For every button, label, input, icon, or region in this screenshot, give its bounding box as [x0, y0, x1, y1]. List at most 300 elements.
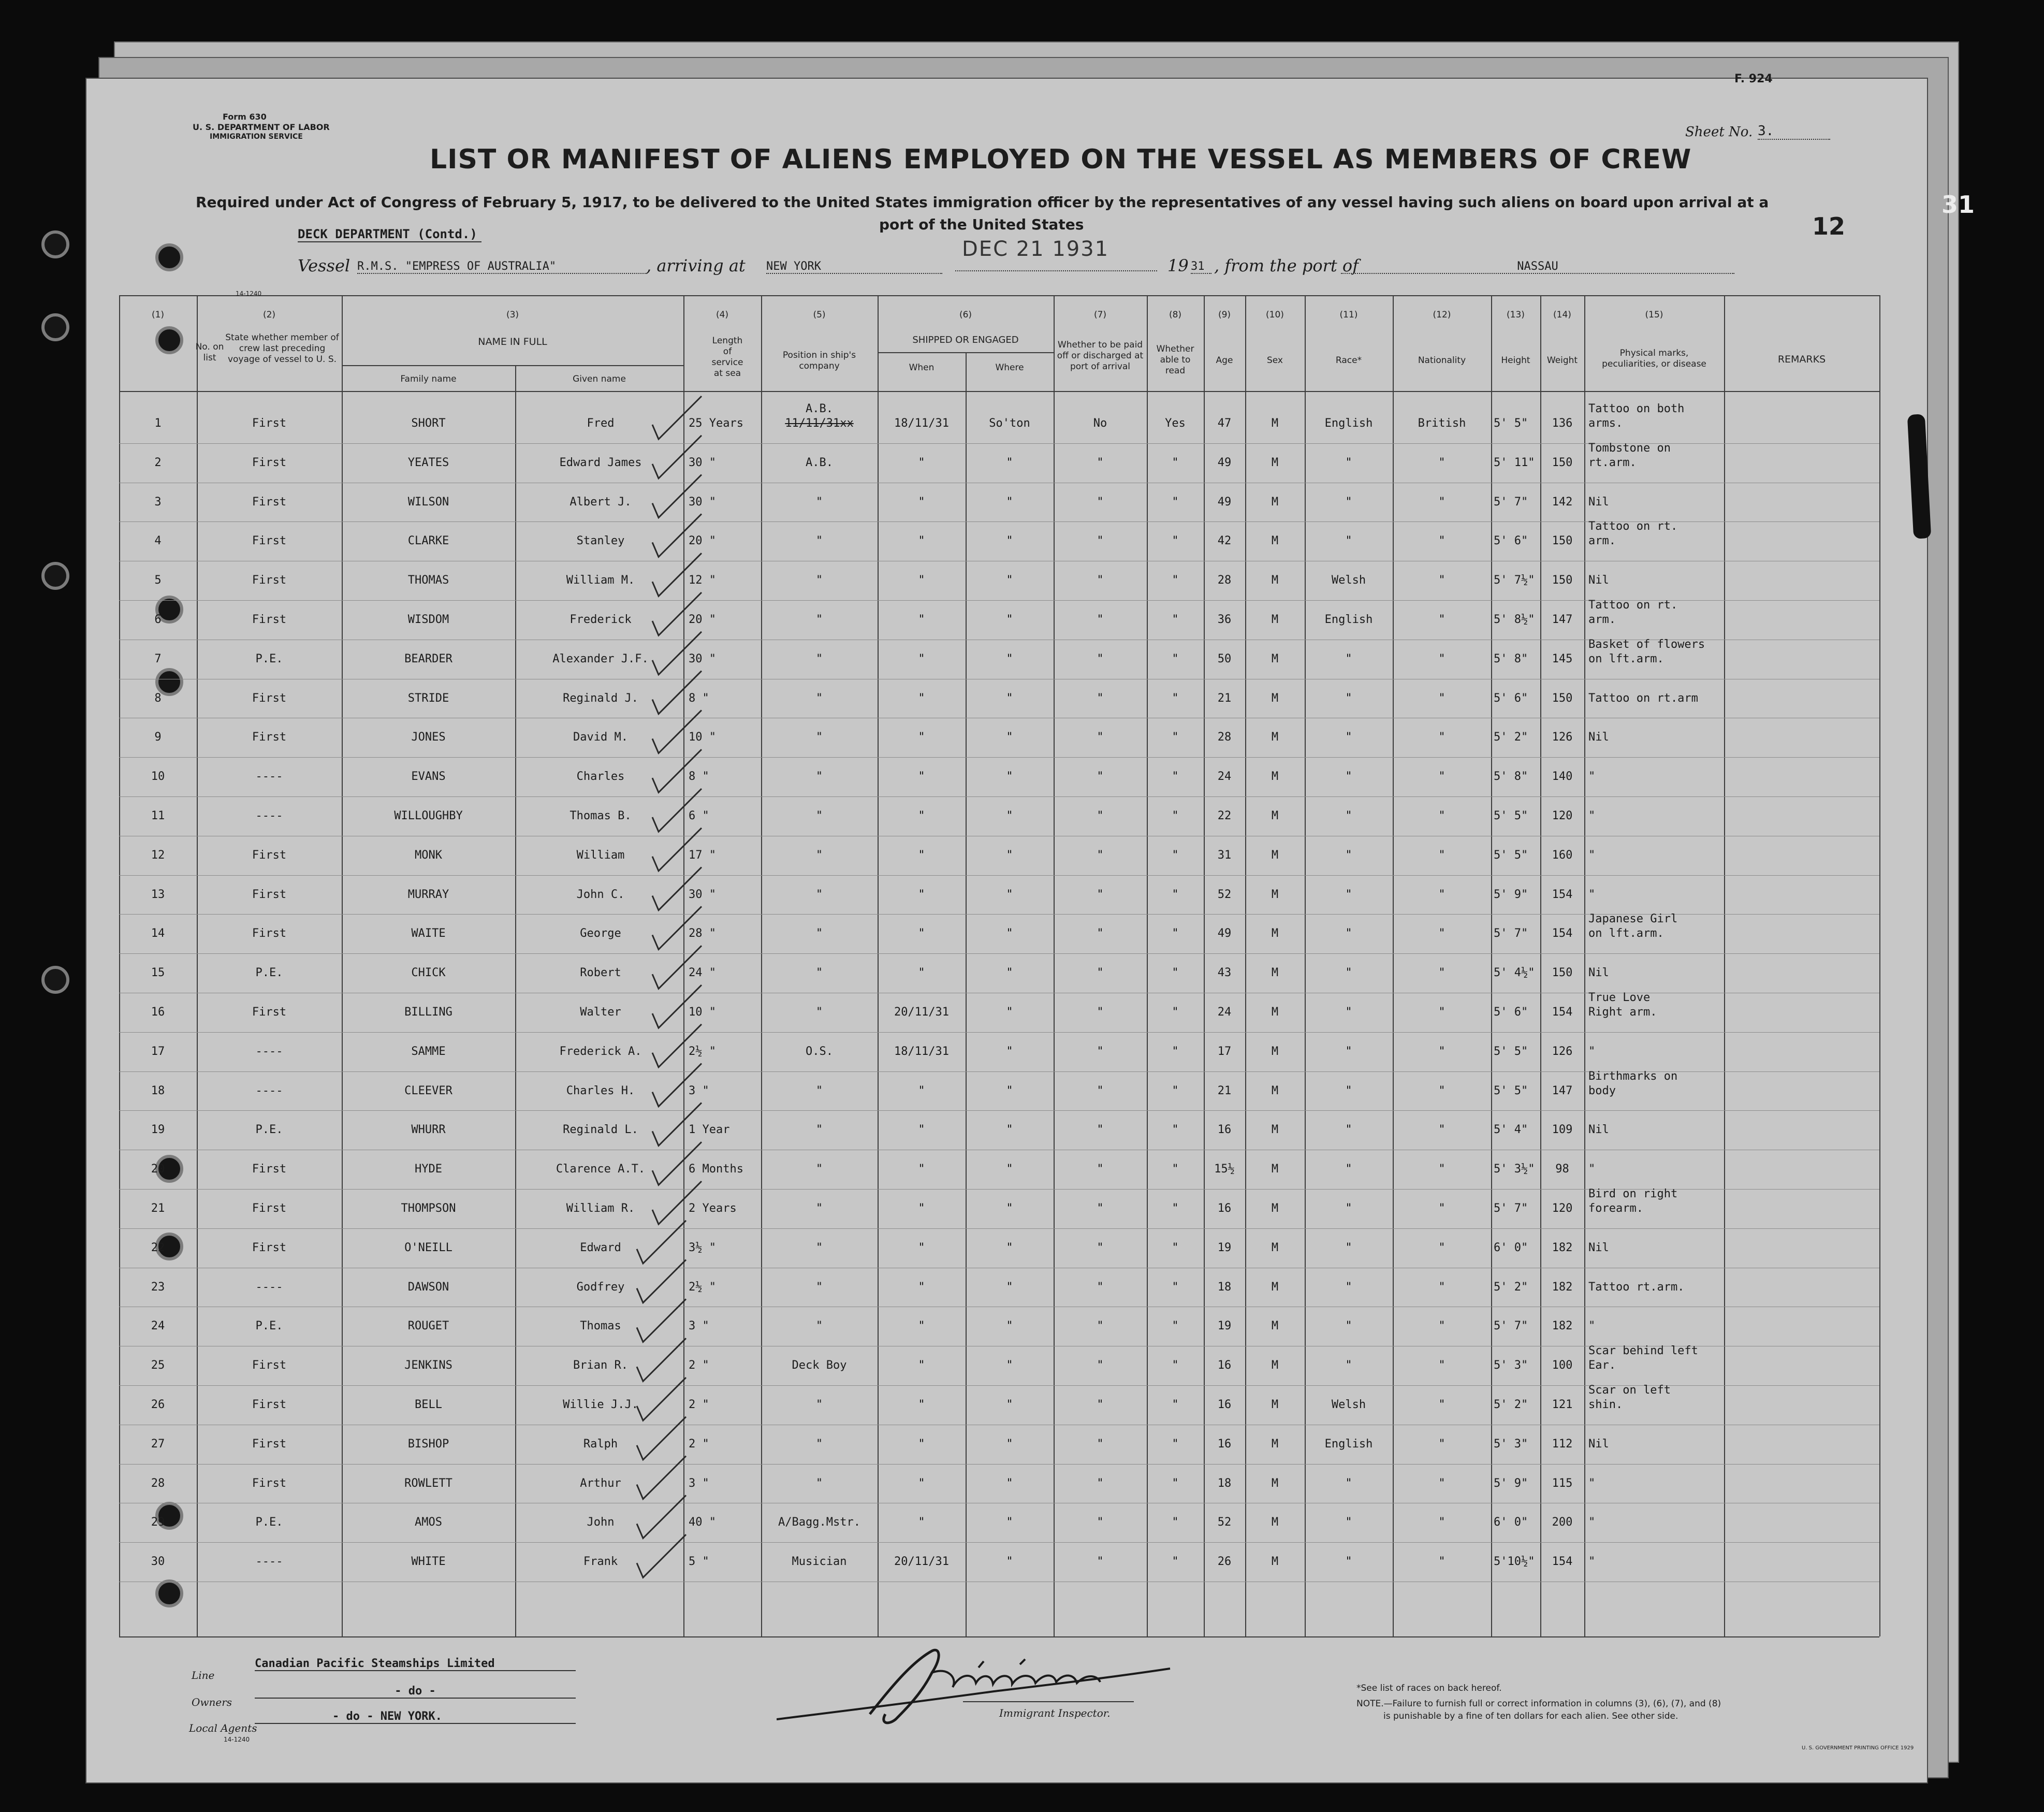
cell-nat: " [1438, 927, 1446, 940]
cell-position: A/Bagg.Mstr. [778, 1516, 860, 1529]
footer-print-code: 14-1240 [224, 1736, 250, 1743]
cell-service: 17 " [689, 848, 716, 862]
cell-age: 21 [1217, 1084, 1232, 1097]
cell-height: 5' 2" [1494, 1398, 1528, 1411]
agents-value [255, 1710, 576, 1724]
cell-height: 5' 4½" [1494, 966, 1535, 980]
cell-marks: Scar behind left [1588, 1344, 1698, 1358]
cell-marks: Tattoo on rt. [1588, 520, 1678, 533]
cell-race: " [1345, 1084, 1352, 1097]
cell-age: 19 [1217, 1241, 1232, 1254]
races-note: *See list of races on back hereof. [1356, 1683, 1502, 1693]
cell-marks: " [1588, 809, 1596, 822]
cell-when: " [918, 1280, 925, 1294]
cell-marks-2: arm. [1588, 534, 1616, 548]
cell-nat: " [1438, 495, 1446, 509]
cell-age: 16 [1217, 1398, 1232, 1411]
cell-weight: 147 [1552, 1084, 1573, 1097]
cell-where: " [1006, 927, 1013, 940]
cell-no: 20 [151, 1163, 165, 1176]
cell-weight: 154 [1552, 888, 1573, 901]
cell-state: P.E. [255, 1123, 283, 1137]
cell-height: 5' 8½" [1494, 613, 1535, 626]
cell-race: " [1345, 770, 1352, 784]
check-mark [652, 1142, 702, 1185]
cell-service: 20 " [689, 534, 716, 548]
cell-read: " [1172, 1084, 1179, 1097]
cell-no: 15 [151, 966, 165, 980]
cell-age: 50 [1217, 652, 1232, 665]
cell-height: 5' 2" [1494, 731, 1528, 744]
cell-family: YEATES [407, 456, 449, 469]
cell-sex: M [1271, 691, 1279, 705]
cell-sex: M [1271, 1398, 1279, 1411]
cell-nat: " [1438, 1123, 1446, 1137]
cell-position: " [815, 1084, 823, 1097]
col3-family-header: Family name [400, 374, 457, 384]
col12-header: Nationality [1418, 355, 1466, 366]
cell-sex: M [1271, 1555, 1279, 1569]
cell-no: 30 [151, 1555, 165, 1569]
cell-nat: " [1438, 1241, 1446, 1254]
cell-weight: 150 [1552, 966, 1573, 980]
cell-no: 28 [151, 1476, 165, 1490]
cell-paid: " [1097, 1320, 1104, 1333]
cell-marks: " [1588, 770, 1596, 784]
col9-header: Age [1216, 355, 1233, 366]
fine-note-1: NOTE.—Failure to furnish full or correct information in columns (3), (6), (7), and (8) [1356, 1699, 1721, 1709]
cell-age: 49 [1217, 927, 1232, 940]
cell-height: 5' 9" [1494, 888, 1528, 901]
cell-position: " [815, 652, 823, 665]
cell-when: " [918, 1320, 925, 1333]
cell-age: 16 [1217, 1359, 1232, 1372]
vessel-name: R.M.S. "EMPRESS OF AUSTRALIA" [357, 260, 647, 274]
cell-race: " [1345, 1476, 1352, 1490]
cell-read: " [1172, 1202, 1179, 1215]
cell-given: Edward [580, 1241, 621, 1254]
cell-paid: " [1097, 574, 1104, 587]
cell-height: 5' 5" [1494, 1084, 1528, 1097]
check-mark [637, 1221, 686, 1264]
cell-no: 7 [154, 652, 162, 665]
cell-weight: 98 [1555, 1163, 1569, 1176]
cell-family: SAMME [411, 1045, 446, 1058]
col6-header: SHIPPED OR ENGAGED [912, 335, 1019, 345]
cell-position: " [815, 691, 823, 705]
form-number: Form 630 [223, 112, 267, 122]
cell-nat: " [1438, 1006, 1446, 1019]
check-mark [637, 1299, 686, 1342]
cell-read: " [1172, 966, 1179, 980]
cell-height: 5' 6" [1494, 691, 1528, 705]
margin-number: 31 [1941, 191, 1975, 219]
cell-given: Arthur [580, 1476, 621, 1490]
col2-header: State whether member of crew last preceding voyage of vessel to U. S. [225, 332, 339, 365]
cell-paid: " [1097, 888, 1104, 901]
cell-read: " [1172, 1006, 1179, 1019]
cell-no: 5 [154, 574, 162, 587]
cell-weight: 154 [1552, 1555, 1573, 1569]
cell-weight: 182 [1552, 1241, 1573, 1254]
check-mark [637, 1495, 686, 1538]
cell-weight: 120 [1552, 1202, 1573, 1215]
cell-read: " [1172, 1320, 1179, 1333]
cell-read: " [1172, 1516, 1179, 1529]
cell-service: 28 " [689, 927, 716, 940]
cell-no: 19 [151, 1123, 165, 1137]
cell-paid: " [1097, 691, 1104, 705]
cell-no: 6 [154, 613, 162, 626]
cell-paid: " [1097, 770, 1104, 784]
check-mark [652, 828, 702, 871]
check-mark [652, 985, 702, 1028]
cell-family: MURRAY [407, 888, 449, 901]
cell-where: " [1006, 888, 1013, 901]
cell-no: 11 [151, 809, 165, 822]
check-mark [637, 1378, 686, 1420]
cell-marks: " [1588, 1320, 1596, 1333]
cell-when: " [918, 534, 925, 548]
cell-read: " [1172, 534, 1179, 548]
cell-nat: " [1438, 1045, 1446, 1058]
cell-height: 5' 7" [1494, 927, 1528, 940]
cell-no: 17 [151, 1045, 165, 1058]
cell-race: " [1345, 966, 1352, 980]
cell-paid: " [1097, 495, 1104, 509]
cell-age: 49 [1217, 456, 1232, 469]
cell-race: " [1345, 1241, 1352, 1254]
cell-family: THOMPSON [401, 1202, 456, 1215]
cell-family: DAWSON [407, 1280, 449, 1294]
cell-given: Clarence A.T. [556, 1163, 646, 1176]
check-mark [637, 1338, 686, 1381]
cell-race: " [1345, 1123, 1352, 1137]
cell-given: Frederick [570, 613, 632, 626]
cell-sex: M [1271, 731, 1279, 744]
cell-age: 49 [1217, 495, 1232, 509]
col5-header: Position in ship's company [782, 350, 856, 371]
cell-position: " [815, 1202, 823, 1215]
check-mark [652, 867, 702, 910]
cell-state: First [252, 731, 287, 744]
cell-position: " [815, 927, 823, 940]
cell-paid: " [1097, 1437, 1104, 1451]
cell-sex: M [1271, 1123, 1279, 1137]
cell-position: " [815, 534, 823, 548]
cell-weight: 200 [1552, 1516, 1573, 1529]
cell-nat: " [1438, 1437, 1446, 1451]
check-mark [652, 1064, 702, 1107]
cell-read: Yes [1165, 417, 1186, 430]
cell-paid: " [1097, 1280, 1104, 1294]
cell-no: 16 [151, 1006, 165, 1019]
cell-nat: " [1438, 1359, 1446, 1372]
cell-weight: 160 [1552, 848, 1573, 862]
cell-read: " [1172, 1437, 1179, 1451]
cell-height: 5' 7" [1494, 1320, 1528, 1333]
cell-marks-2: forearm. [1588, 1202, 1643, 1215]
year-prefix: 19 [1167, 256, 1189, 276]
cell-when: " [918, 1437, 925, 1451]
cell-read: " [1172, 731, 1179, 744]
check-mark [637, 1417, 686, 1460]
cell-age: 31 [1217, 848, 1232, 862]
cell-nat: " [1438, 456, 1446, 469]
cell-service: 10 " [689, 731, 716, 744]
cell-where: " [1006, 574, 1013, 587]
cell-position: " [815, 1476, 823, 1490]
cell-age: 24 [1217, 770, 1232, 784]
cell-position: " [815, 495, 823, 509]
cell-marks-2: shin. [1588, 1398, 1623, 1411]
cell-weight: 109 [1552, 1123, 1573, 1137]
cell-given: Willie J.J. [563, 1398, 638, 1411]
cell-paid: " [1097, 613, 1104, 626]
cell-position: " [815, 966, 823, 980]
cell-height: 5' 5" [1494, 809, 1528, 822]
cell-sex: M [1271, 613, 1279, 626]
col14-header: Weight [1546, 355, 1578, 366]
agents-label: Local Agents [189, 1722, 257, 1734]
cell-paid: " [1097, 1202, 1104, 1215]
cell-marks: " [1588, 1045, 1596, 1058]
cell-state: First [252, 534, 287, 548]
cell-age: 16 [1217, 1202, 1232, 1215]
cell-height: 5' 11" [1494, 456, 1535, 469]
cell-when: " [918, 456, 925, 469]
col6-when-header: When [909, 363, 935, 373]
cell-marks-2: on lft.arm. [1588, 652, 1664, 665]
col15-number: (15) [1645, 310, 1663, 320]
cell-sex: M [1271, 1437, 1279, 1451]
cell-read: " [1172, 770, 1179, 784]
cell-position: " [815, 1241, 823, 1254]
col10-number: (10) [1266, 310, 1284, 320]
from-port-value: NASSAU [1517, 260, 1558, 273]
cell-when: " [918, 613, 925, 626]
cell-position: " [815, 809, 823, 822]
cell-age: 17 [1217, 1045, 1232, 1058]
cell-paid: " [1097, 927, 1104, 940]
cell-age: 22 [1217, 809, 1232, 822]
cell-marks: " [1588, 1476, 1596, 1490]
cell-when: 20/11/31 [894, 1006, 949, 1019]
cell-where: " [1006, 1398, 1013, 1411]
cell-service: 30 " [689, 888, 716, 901]
cell-where: " [1006, 1202, 1013, 1215]
cell-marks: Nil [1588, 1241, 1609, 1254]
cell-family: BELL [415, 1398, 442, 1411]
cell-family: WAITE [411, 927, 446, 940]
cell-service: 1 Year [689, 1123, 730, 1137]
cell-sex: M [1271, 574, 1279, 587]
col6-number: (6) [959, 310, 972, 320]
cell-service: 2 Years [689, 1202, 737, 1215]
cell-state: P.E. [255, 652, 283, 665]
cell-nat: British [1418, 417, 1466, 430]
cell-race: English [1324, 1437, 1373, 1451]
check-mark [637, 1534, 686, 1577]
cell-where: " [1006, 966, 1013, 980]
cell-when: " [918, 1202, 925, 1215]
cell-where: So'ton [989, 417, 1030, 430]
cell-paid: " [1097, 456, 1104, 469]
cell-race: " [1345, 848, 1352, 862]
col12-number: (12) [1433, 310, 1451, 320]
cell-marks: Birthmarks on [1588, 1069, 1678, 1083]
line-value: Canadian Pacific Steamships Limited [255, 1657, 576, 1671]
cell-paid: " [1097, 1006, 1104, 1019]
cell-nat: " [1438, 1398, 1446, 1411]
cell-nat: " [1438, 1163, 1446, 1176]
cell-height: 5' 7½" [1494, 574, 1535, 587]
cell-where: " [1006, 731, 1013, 744]
cell-position: " [815, 1320, 823, 1333]
cell-height: 5' 8" [1494, 770, 1528, 784]
cell-height: 5' 5" [1494, 1045, 1528, 1058]
cell-nat: " [1438, 1084, 1446, 1097]
col4-number: (4) [716, 310, 729, 320]
cell-state: First [252, 417, 287, 430]
check-mark [652, 946, 702, 989]
check-mark [637, 1456, 686, 1499]
cell-age: 15½ [1214, 1163, 1235, 1176]
cell-sex: M [1271, 1516, 1279, 1529]
check-mark [652, 1103, 702, 1146]
col5-number: (5) [813, 310, 826, 320]
cell-paid: " [1097, 1398, 1104, 1411]
cell-sex: M [1271, 966, 1279, 980]
cell-marks-2: rt.arm. [1588, 456, 1637, 469]
cell-paid: " [1097, 1555, 1104, 1569]
cell-position: " [815, 888, 823, 901]
col11-number: (11) [1339, 310, 1358, 320]
cell-no: 13 [151, 888, 165, 901]
cell-family: CLARKE [407, 534, 449, 548]
cell-given: Frederick A. [559, 1045, 642, 1058]
cell-read: " [1172, 1398, 1179, 1411]
cell-sex: M [1271, 1241, 1279, 1254]
cell-read: " [1172, 1280, 1179, 1294]
cell-where: " [1006, 848, 1013, 862]
cell-family: ROUGET [407, 1320, 449, 1333]
cell-service: 2 " [689, 1437, 709, 1451]
cell-age: 52 [1217, 888, 1232, 901]
cell-service: 2½ " [689, 1280, 716, 1294]
cell-race: " [1345, 1555, 1352, 1569]
col10-header: Sex [1266, 355, 1283, 366]
cell-where: " [1006, 1006, 1013, 1019]
date-stamp: DEC 21 1931 [962, 237, 1109, 261]
subtitle-line-2: port of the United States [879, 216, 1084, 233]
cell-weight: 145 [1552, 652, 1573, 665]
cell-nat: " [1438, 888, 1446, 901]
cell-position: " [815, 731, 823, 744]
cell-state: ---- [255, 1280, 283, 1294]
cell-state: ---- [255, 770, 283, 784]
cell-service: 2½ " [689, 1045, 716, 1058]
cell-given: Charles H. [566, 1084, 635, 1097]
cell-paid: " [1097, 1045, 1104, 1058]
col13-number: (13) [1507, 310, 1525, 320]
cell-when: " [918, 1359, 925, 1372]
cell-read: " [1172, 574, 1179, 587]
cell-paid: " [1097, 731, 1104, 744]
cell-no: 27 [151, 1437, 165, 1451]
cell-marks: " [1588, 888, 1596, 901]
cell-position: A.B. [806, 456, 833, 469]
cell-weight: 140 [1552, 770, 1573, 784]
cell-height: 5' 3" [1494, 1437, 1528, 1451]
cell-sex: M [1271, 1006, 1279, 1019]
cell-where: " [1006, 1555, 1013, 1569]
cell-given: Frank [583, 1555, 618, 1569]
cell-service: 6 Months [689, 1163, 743, 1176]
cell-state: ---- [255, 1045, 283, 1058]
cell-weight: 126 [1552, 1045, 1573, 1058]
cell-paid: " [1097, 1163, 1104, 1176]
cell-where: " [1006, 534, 1013, 548]
cell-family: AMOS [415, 1516, 442, 1529]
cell-sex: M [1271, 1045, 1279, 1058]
col9-number: (9) [1218, 310, 1231, 320]
agents-value-text: - do - NEW YORK. [332, 1710, 442, 1723]
cell-no: 12 [151, 848, 165, 862]
cell-race: " [1345, 1320, 1352, 1333]
cell-sex: M [1271, 1163, 1279, 1176]
cell-height: 5'10½" [1494, 1555, 1535, 1569]
cell-service: 20 " [689, 613, 716, 626]
cell-service: 10 " [689, 1006, 716, 1019]
cell-marks: True Love [1588, 991, 1651, 1004]
cell-where: " [1006, 613, 1013, 626]
cell-service: 3½ " [689, 1241, 716, 1254]
cell-race: English [1324, 417, 1373, 430]
cell-race: " [1345, 809, 1352, 822]
cell-state: P.E. [255, 1516, 283, 1529]
cell-given: John C. [576, 888, 625, 901]
cell-height: 5' 2" [1494, 1280, 1528, 1294]
cell-state: First [252, 691, 287, 705]
cell-where: " [1006, 1045, 1013, 1058]
cell-nat: " [1438, 1202, 1446, 1215]
cell-race: " [1345, 1359, 1352, 1372]
cell-age: 16 [1217, 1437, 1232, 1451]
cell-weight: 142 [1552, 495, 1573, 509]
cell-no: 22 [151, 1241, 165, 1254]
cell-weight: 121 [1552, 1398, 1573, 1411]
cell-age: 52 [1217, 1516, 1232, 1529]
cell-height: 5' 5" [1494, 848, 1528, 862]
cell-where: " [1006, 1163, 1013, 1176]
cell-weight: 150 [1552, 534, 1573, 548]
cell-read: " [1172, 848, 1179, 862]
cell-given: Fred [587, 417, 615, 430]
cell-no: 8 [154, 691, 162, 705]
subtitle-line-1: Required under Act of Congress of February 5, 1917, to be delivered to the United States immigration officer by the representatives of any vessel having such aliens on board upon arrival at a [196, 194, 1769, 211]
cell-weight: 150 [1552, 691, 1573, 705]
cell-service: 3 " [689, 1476, 709, 1490]
cell-sex: M [1271, 1084, 1279, 1097]
cell-state: ---- [255, 1084, 283, 1097]
arriving-label: , arriving at [646, 256, 746, 276]
cell-race: " [1345, 456, 1352, 469]
col7-number: (7) [1093, 310, 1107, 320]
cell-race: Welsh [1331, 574, 1366, 587]
cell-no: 24 [151, 1320, 165, 1333]
col8-header: Whether able to read [1156, 344, 1194, 376]
